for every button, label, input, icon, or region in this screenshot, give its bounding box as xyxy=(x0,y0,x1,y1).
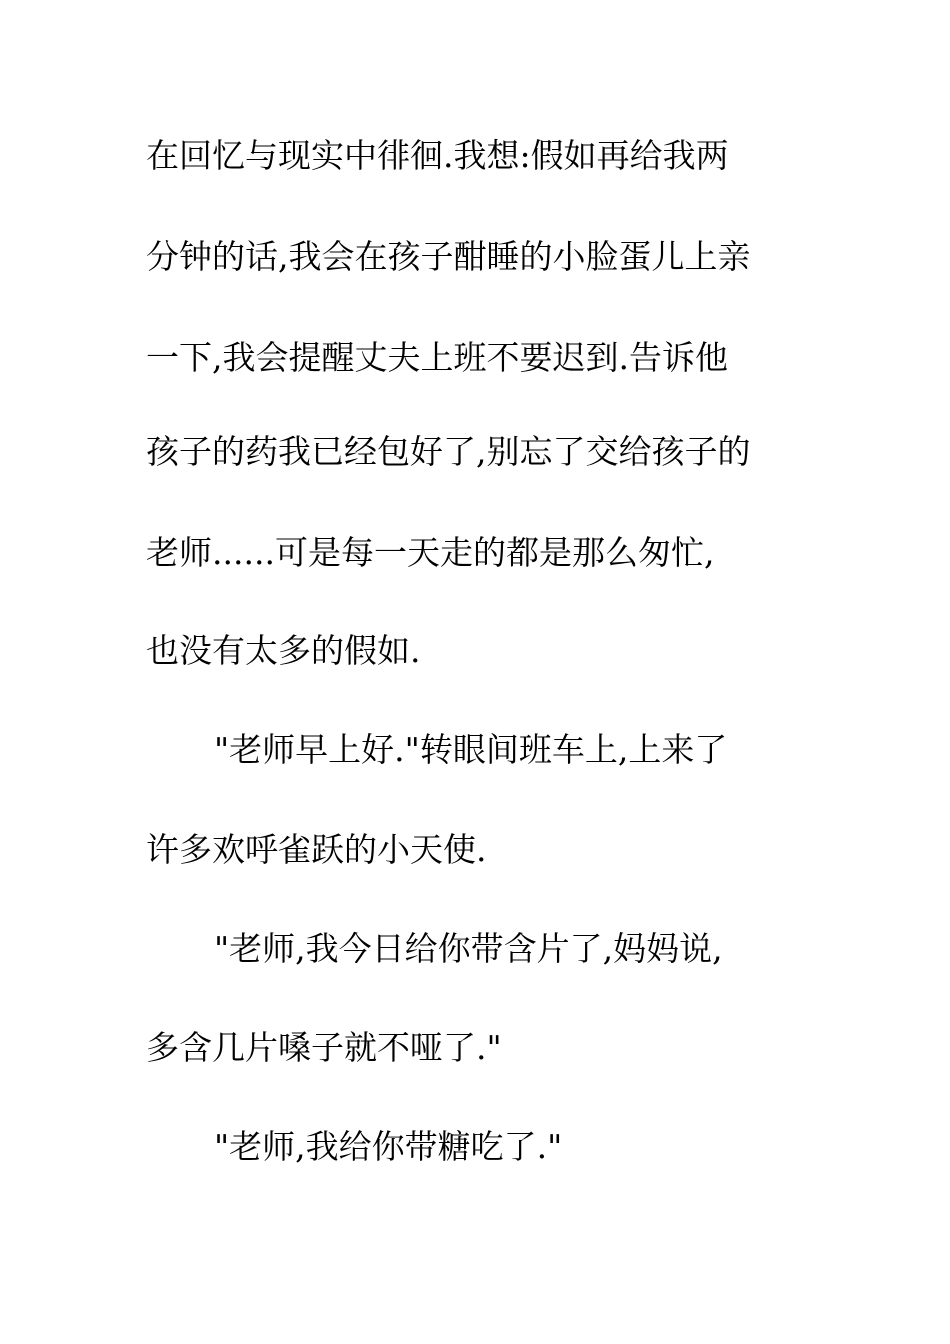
text-line: 许多欢呼雀跃的小天使. xyxy=(146,830,487,869)
text-line: 分钟的话,我会在孩子酣睡的小脸蛋儿上亲 xyxy=(146,237,751,276)
text-line: 多含几片嗓子就不哑了." xyxy=(146,1028,502,1067)
text-line: 老师......可是每一天走的都是那么匆忙, xyxy=(146,533,715,572)
text-line: 也没有太多的假如. xyxy=(146,631,421,670)
text-line: 孩子的药我已经包好了,别忘了交给孩子的 xyxy=(146,432,751,471)
paragraph-line: "老师,我给你带糖吃了." xyxy=(214,1127,563,1166)
paragraph-line: "老师早上好."转眼间班车上,上来了 xyxy=(214,730,728,769)
text-line: 在回忆与现实中徘徊.我想:假如再给我两 xyxy=(146,136,729,175)
text-line: 一下,我会提醒丈夫上班不要迟到.告诉他 xyxy=(146,338,728,377)
paragraph-line: "老师,我今日给你带含片了,妈妈说, xyxy=(214,929,723,968)
